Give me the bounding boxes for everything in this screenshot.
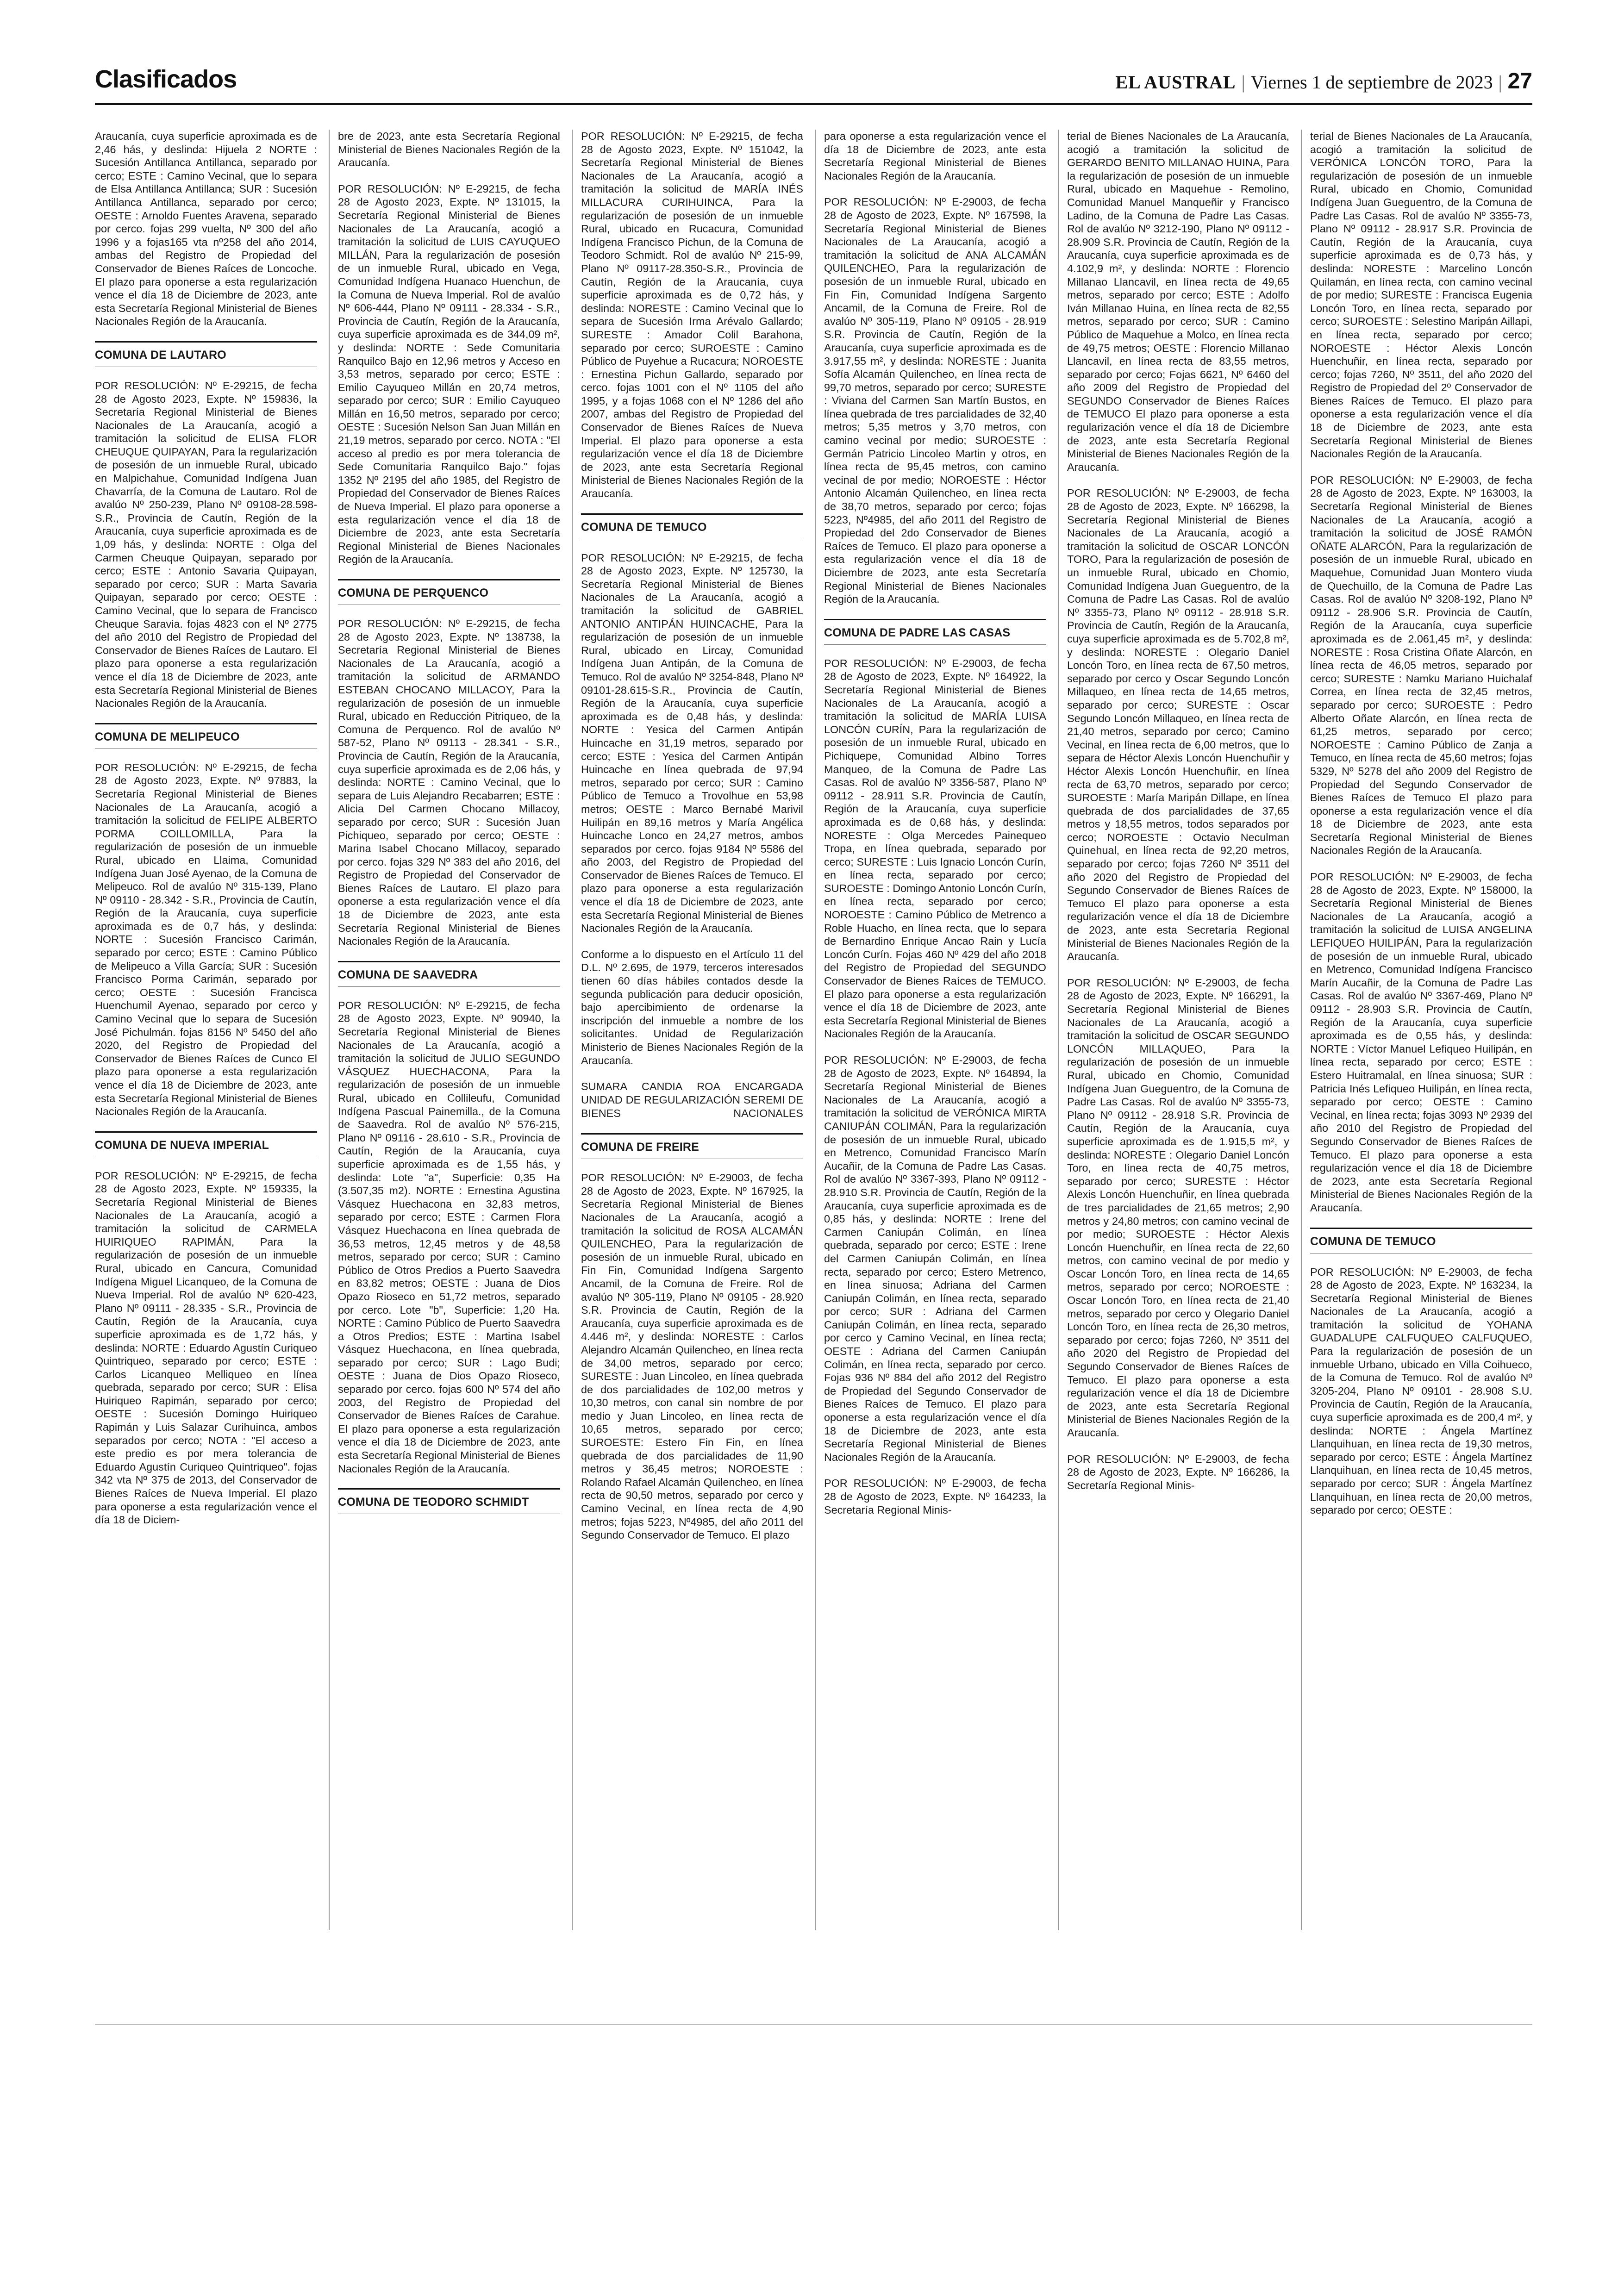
section-title: Clasificados [95, 65, 237, 93]
legal-notice: POR RESOLUCIÓN: Nº E-29215, de fecha 28 de Agosto 2023, Expte. Nº 159836, la Secretaría Regional Ministerial de Bienes Nacionales de La Araucanía, acogió a tramitación la solicitud de ELISA FLOR CHEUQUE QUIPAYAN, Para la regularización de posesión de un inmueble Rural, ubicado en Malpichahue, Comunidad Indígena Juan Chavarría, de la Comuna de Lautaro. Rol de avalúo Nº 250-239, Plano Nº 09108-28.598-S.R., Provincia de Cautín, Región de la Araucanía, cuya superficie aproximada es de 1,09 hás, y deslinda: NORTE : Olga del Carmen Cheuque Quipayan, separado por cerco; ESTE : Antonio Savaria Quipayan, separado por cerco; SUR : Marta Savaria Quipayan, separado por cerco; OESTE : Camino Vecinal, que lo separa de Francisco Cheuque Saravia. fojas 4823 con el Nº 2775 del año 2010 del Registro de Propiedad del Conservador de Bienes Raíces de Lautaro. El plazo para oponerse a esta regularización vence el día 18 de Diciembre de 2023, ante esta Secretaría Regional Ministerial de Bienes Nacionales Región de la Araucanía. [95, 379, 317, 710]
issue-date: Viernes 1 de septiembre de 2023 [1250, 72, 1493, 93]
classifieds-columns [95, 130, 1532, 1930]
legal-notice: Conforme a lo dispuesto en el Artículo 11 del D.L. Nº 2.695, de 1979, terceros interesados tienen 60 días hábiles contados desde la segunda publicación para deducir oposición, bajo apercibimiento de ordenarse la inscripción del inmueble a nombre de los solicitantes. Unidad de Regularización Ministerio de Bienes Nacionales Región de la Araucanía. [581, 948, 803, 1066]
column-2 [338, 130, 560, 1930]
legal-notice: POR RESOLUCIÓN: Nº E-29003, de fecha 28 de Agosto de 2023, Expte. Nº 164233, la Secretaría Regional Minis- [824, 1477, 1046, 1516]
legal-notice: POR RESOLUCIÓN: Nº E-29003, de fecha 28 de Agosto de 2023, Expte. Nº 163234, la Secretaría Regional Ministerial de Bienes Nacionales de La Araucanía, acogió a tramitación la solicitud de YOHANA GUADALUPE CALFUQUEO CALFUQUEO, Para la regularización de posesión de un inmueble Urbano, ubicado en Villa Coihueco, de la Comuna de Temuco. Rol de avalúo Nº 3205-204, Plano Nº 09101 - 28.908 S.U. Provincia de Cautín, Región de la Araucanía, cuya superficie aproximada es de 200,4 m², y deslinda: NORTE : Ángela Martínez Llanquihuan, en línea recta de 19,30 metros, separado por cerco; ESTE : Ángela Martínez Llanquihuan, en línea recta de 10,45 metros, separado por cerco; SUR : Ángela Martínez Llanquihuan, en línea recta de 20,00 metros, separado por cerco; OESTE : [1310, 1266, 1532, 1516]
comuna-heading: COMUNA DE FREIRE [581, 1133, 803, 1159]
legal-notice: bre de 2023, ante esta Secretaría Regional Ministerial de Bienes Nacionales Región de la Araucanía. [338, 130, 560, 169]
newspaper-name: EL AUSTRAL [1115, 72, 1236, 93]
legal-notice: POR RESOLUCIÓN: Nº E-29215, de fecha 28 de Agosto 2023, Expte. Nº 151042, la Secretaría Regional Ministerial de Bienes Nacionales de La Araucanía, acogió a tramitación la solicitud de MARÍA INÉS MILLACURA CURIHUINCA, Para la regularización de posesión de un inmueble Rural, ubicado en Rucacura, Comunidad Indígena Francisco Pichun, de la Comuna de Teodoro Schmidt. Rol de avalúo Nº 215-99, Plano Nº 09117-28.350-S.R., Provincia de Cautín, Región de la Araucanía, cuya superficie aproximada es de 0,72 hás, y deslinda: NORESTE : Camino Vecinal que lo separa de Sucesión Irma Arévalo Gallardo; SURESTE : Amador Colil Barahona, separado por cerco; SUROESTE : Camino Público de Puyehue a Rucacura; NOROESTE : Ernestina Pichun Gallardo, separado por cerco. fojas 1001 con el Nº 1105 del año 1995, y a fojas 1068 con el Nº 1286 del año 2007, ambas del Registro de Propiedad del Conservador de Bienes Raíces de Nueva Imperial. El plazo para oponerse a esta regularización vence el día 18 de Diciembre de 2023, ante esta Secretaría Regional Ministerial de Bienes Nacionales Región de la Araucanía. [581, 130, 803, 500]
page-number: 27 [1507, 69, 1532, 94]
comuna-heading: COMUNA DE TEMUCO [581, 513, 803, 539]
masthead-separator: | [1498, 72, 1502, 93]
column-6 [1310, 130, 1532, 1930]
column-divider [1301, 130, 1302, 1930]
legal-notice: POR RESOLUCIÓN: Nº E-29215, de fecha 28 de Agosto 2023, Expte. Nº 159335, la Secretaría Regional Ministerial de Bienes Nacionales de La Araucanía, acogió a tramitación la solicitud de CARMELA HUIRIQUEO RAPIMÁN, Para la regularización de posesión de un inmueble Rural, ubicado en Cancura, Comunidad Indígena Miguel Licanqueo, de la Comuna de Nueva Imperial. Rol de avalúo Nº 620-423, Plano Nº 09111 - 28.335 - S.R., Provincia de Cautín, Región de la Araucanía, cuya superficie aproximada es de 1,72 hás, y deslinda: NORTE : Eduardo Agustín Curiqueo Quintriqueo, separado por cerco; ESTE : Carlos Licanqueo Melliqueo en línea quebrada, separado por cerco; SUR : Elisa Huiriqueo Rapimán, separado por cerco; OESTE : Sucesión Domingo Huiriqueo Rapimán y Luis Salazar Curihuinca, ambos separados por cerco; NOTA : "El acceso a este predio es por mera tolerancia de Eduardo Agustín Curiqueo Quintriqueo". fojas 342 vta Nº 375 de 2013, del Conservador de Bienes Raíces de Nueva Imperial. El plazo para oponerse a esta regularización vence el día 18 de Diciem- [95, 1169, 317, 1526]
comuna-heading: COMUNA DE TEMUCO [1310, 1228, 1532, 1254]
legal-notice: POR RESOLUCIÓN: Nº E-29003, de fecha 28 de Agosto de 2023, Expte. Nº 167598, la Secretaría Regional Ministerial de Bienes Nacionales de La Araucanía, acogió a tramitación la solicitud de ANA ALCAMÁN QUILENCHEO, Para la regularización de posesión de un inmueble Rural, ubicado en Fin Fin, Comunidad Indígena Sargento Ancamil, de la Comuna de Freire. Rol de avalúo Nº 305-119, Plano Nº 09105 - 28.919 S.R. Provincia de Cautín, Región de la Araucanía, cuya superficie aproximada es de 3.917,55 m², y deslinda: NORESTE : Juanita Sofía Alcamán Quilencheo, en línea recta de 99,70 metros, separado por cerco; SURESTE : Viviana del Carmen San Martín Bustos, en línea quebrada de tres parcialidades de 32,40 metros; 5,35 metros y 3,70 metros, con camino vecinal por medio; SUROESTE : Germán Patricio Lincoleo Martin y otros, en línea recta de 95,45 metros, con camino vecinal de por medio; NOROESTE : Héctor Antonio Alcamán Quilencheo, en línea recta de 38,70 metros, separado por cerco; fojas 5223, Nº4985, del año 2011 del Registro de Propiedad del 2do Conservador de Bienes Raíces de Temuco. El plazo para oponerse a esta regularización vence el día 18 de Diciembre de 2023, ante esta Secretaría Regional Ministerial de Bienes Nacionales Región de la Araucanía. [824, 196, 1046, 605]
column-3 [581, 130, 803, 1930]
column-divider [329, 130, 330, 1930]
comuna-heading: COMUNA DE NUEVA IMPERIAL [95, 1131, 317, 1157]
legal-notice: POR RESOLUCIÓN: Nº E-29003, de fecha 28 de Agosto de 2023, Expte. Nº 166286, la Secretaría Regional Minis- [1067, 1453, 1289, 1491]
column-1 [95, 130, 317, 1930]
legal-notice: terial de Bienes Nacionales de La Araucanía, acogió a tramitación la solicitud de GERARDO BENITO MILLANAO HUINA, Para la regularización de posesión de un inmueble Rural, ubicado en Maquehue - Remolino, Comunidad Manuel Manqueñir y Francisco Ladino, de la Comuna de Padre Las Casas. Rol de avalúo Nº 3212-190, Plano Nº 09112 - 28.909 S.R. Provincia de Cautín, Región de la Araucanía, cuya superficie aproximada es de 4.102,9 m², y deslinda: NORTE : Florencio Millanao Llancavil, en línea recta de 49,65 metros, separado por cerco; ESTE : Adolfo Iván Millanao Huina, en línea recta de 82,55 metros, separado por cerco; SUR : Camino Público de Maquehue a Molco, en línea recta de 49,75 metros; OESTE : Florencio Millanao Llancavil, en línea recta de 83,55 metros, separado por cerco; Fojas 6621, Nº 6460 del año 2009 del Registro de Propiedad del SEGUNDO Conservador de Bienes Raíces de TEMUCO El plazo para oponerse a esta regularización vence el día 18 de Diciembre de 2023, ante esta Secretaría Regional Ministerial de Bienes Nacionales Región de la Araucanía. [1067, 130, 1289, 473]
footer-rule [95, 2024, 1532, 2025]
column-divider [815, 130, 816, 1930]
legal-notice: POR RESOLUCIÓN: Nº E-29003, de fecha 28 de Agosto de 2023, Expte. Nº 167925, la Secretaría Regional Ministerial de Bienes Nacionales de La Araucanía, acogió a tramitación la solicitud de ROSA ALCAMÁN QUILENCHEO, Para la regularización de posesión de un inmueble Rural, ubicado en Fin Fin, Comunidad Indígena Sargento Ancamil, de la Comuna de Freire. Rol de avalúo Nº 305-119, Plano Nº 09105 - 28.920 S.R. Provincia de Cautín, Región de la Araucanía, cuya superficie aproximada es de 4.446 m², y deslinda: NORESTE : Carlos Alejandro Alcamán Quilencheo, en línea recta de 34,00 metros, separado por cerco; SURESTE : Juan Lincoleo, en línea quebrada de dos parcialidades de 102,00 metros y 10,30 metros, con canal sin nombre de por medio y Juan Lincoleo, en línea recta de 10,65 metros, separado por cerco; SUROESTE: Estero Fin Fin, en línea quebrada de dos parcialidades de 11,90 metros y 36,45 metros; NOROESTE : Rolando Rafael Alcamán Quilencheo, en línea recta de 90,50 metros, separado por cerco y Camino Vecinal, en línea recta de 4,90 metros; fojas 5223, Nº4985, del año 2011 del Segundo Conservador de Temuco. El plazo [581, 1172, 803, 1541]
comuna-heading: COMUNA DE PERQUENCO [338, 579, 560, 605]
legal-notice: POR RESOLUCIÓN: Nº E-29215, de fecha 28 de Agosto 2023, Expte. Nº 97883, la Secretaría Regional Ministerial de Bienes Nacionales de La Araucanía, acogió a tramitación la solicitud de FELIPE ALBERTO PORMA COILLOMILLA, Para la regularización de posesión de un inmueble Rural, ubicado en Llaima, Comunidad Indígena Juan José Ayenao, de la Comuna de Melipeuco. Rol de avalúo Nº 315-139, Plano Nº 09110 - 28.342 - S.R., Provincia de Cautín, Región de la Araucanía, cuya superficie aproximada es de 0,7 hás, y deslinda: NORTE : Sucesión Francisco Carimán, separado por cerco; ESTE : Camino Público de Melipeuco a Villa García; SUR : Sucesión Francisco Porma Carimán, separado por cerco; OESTE : Sucesión Francisca Huenchumil Ayenao, separado por cerco y Camino Vecinal que lo separa de Sucesión José Pichulmán. fojas 8156 Nº 5450 del año 2020, del Registro de Propiedad del Conservador de Bienes Raíces de Cunco El plazo para oponerse a esta regularización vence el día 18 de Diciembre de 2023, ante esta Secretaría Regional Ministerial de Bienes Nacionales Región de la Araucanía. [95, 761, 317, 1118]
legal-notice: POR RESOLUCIÓN: Nº E-29215, de fecha 28 de Agosto 2023, Expte. Nº 131015, la Secretaría Regional Ministerial de Bienes Nacionales de La Araucanía, acogió a tramitación la solicitud de LUIS CAYUQUEO MILLÁN, Para la regularización de posesión de un inmueble Rural, ubicado en Vega, Comunidad Indígena Huanaco Huenchun, de la Comuna de Nueva Imperial. Rol de avalúo Nº 606-444, Plano Nº 09111 - 28.334 - S.R., Provincia de Cautín, Región de la Araucanía, cuya superficie aproximada es de 344,09 m², y deslinda: NORTE : Sede Comunitaria Ranquilco Bajo en 12,96 metros y Acceso en 3,53 metros, separado por cerco; ESTE : Emilio Cayuqueo Millán en 20,74 metros, separado por cerco; SUR : Emilio Cayuqueo Millán en 16,50 metros, separado por cerco; OESTE : Sucesión Nelson San Juan Millán en 21,19 metros, separado por cerco. NOTA : "El acceso al predio es por mera tolerancia de Sede Comunitaria Ranquilco Bajo." fojas 1352 Nº 2195 del año 1985, del Registro de Propiedad del Conservador de Bienes Raíces de Nueva Imperial. El plazo para oponerse a esta regularización vence el día 18 de Diciembre de 2023, ante esta Secretaría Regional Ministerial de Bienes Nacionales Región de la Araucanía. [338, 182, 560, 566]
column-divider [1058, 130, 1059, 1930]
legal-notice: POR RESOLUCIÓN: Nº E-29215, de fecha 28 de Agosto 2023, Expte. Nº 138738, la Secretaría Regional Ministerial de Bienes Nacionales de La Araucanía, acogió a tramitación la solicitud de ARMANDO ESTEBAN CHOCANO MILLACOY, Para la regularización de posesión de un inmueble Rural, ubicado en Reducción Pitriqueo, de la Comuna de Perquenco. Rol de avalúo Nº 587-52, Plano Nº 09113 - 28.341 - S.R., Provincia de Cautín, Región de la Araucanía, cuya superficie aproximada es de 2,06 hás, y deslinda: NORTE : Camino Vecinal, que lo separa de Luis Alejandro Recabarren; ESTE : Alicia Del Carmen Chocano Millacoy, separado por cerco; SUR : Sucesión Juan Pichiqueo, separado por cerco; OESTE : Marina Isabel Chocano Millacoy, separado por cerco. fojas 329 Nº 383 del año 2016, del Registro de Propiedad del Conservador de Bienes Raíces de Lautaro. El plazo para oponerse a esta regularización vence el día 18 de Diciembre de 2023, ante esta Secretaría Regional Ministerial de Bienes Nacionales Región de la Araucanía. [338, 617, 560, 948]
legal-notice: POR RESOLUCIÓN: Nº E-29003, de fecha 28 de Agosto de 2023, Expte. Nº 158000, la Secretaría Regional Ministerial de Bienes Nacionales de La Araucanía, acogió a tramitación la solicitud de LUISA ANGELINA LEFIQUEO HUILIPÁN, Para la regularización de posesión de un inmueble Rural, ubicado en Metrenco, Comunidad Indígena Francisco Marín Aucañir, de la Comuna de Padre Las Casas. Rol de avalúo Nº 3367-469, Plano Nº 09112 - 28.903 S.R. Provincia de Cautín, Región de la Araucanía, cuya superficie aproximada es de 0,55 hás, y deslinda: NORTE : Víctor Manuel Lefiqueo Huilipán, en línea recta, separado por cerco; ESTE : Estero Huitramalal, en línea sinuosa; SUR : Patricia Inés Lefiqueo Huilipán, en línea recta, separado por cerco; OESTE : Camino Vecinal, en línea recta; fojas 3093 Nº 2939 del año 2010 del Registro de Propiedad del Segundo Conservador de Bienes Raíces de Temuco. El plazo para oponerse a esta regularización vence el día 18 de Diciembre de 2023, ante esta Secretaría Regional Ministerial de Bienes Nacionales Región de la Araucanía. [1310, 871, 1532, 1214]
legal-notice: POR RESOLUCIÓN: Nº E-29003, de fecha 28 de Agosto de 2023, Expte. Nº 163003, la Secretaría Regional Ministerial de Bienes Nacionales de La Araucanía, acogió a tramitación la solicitud de JOSÉ RAMÓN OÑATE ALARCÓN, Para la regularización de posesión de un inmueble Rural, ubicado en Maquehue, Comunidad Juan Montero viuda de Quechuillo, de la Comuna de Padre Las Casas. Rol de avalúo Nº 3208-192, Plano Nº 09112 - 28.906 S.R. Provincia de Cautín, Región de la Araucanía, cuya superficie aproximada es de 2.061,45 m², y deslinda: NORESTE : Rosa Cristina Oñate Alarcón, en línea recta de 46,05 metros, separado por cerco; SURESTE : Namku Mariano Huichalaf Correa, en línea recta de 32,45 metros, separado por cerco; SUROESTE : Pedro Alberto Oñate Alarcón, en línea recta de 61,25 metros, separado por cerco; NOROESTE : Camino Público de Zanja a Temuco, en línea recta de 45,60 metros; fojas 5329, Nº 5278 del año 2009 del Registro de Propiedad del Segundo Conservador de Bienes Raíces de Temuco El plazo para oponerse a esta regularización vence el día 18 de Diciembre de 2023, ante esta Secretaría Regional Ministerial de Bienes Nacionales Región de la Araucanía. [1310, 474, 1532, 857]
legal-notice: Araucanía, cuya superficie aproximada es de 2,46 hás, y deslinda: Hijuela 2 NORTE : Sucesión Antillanca Antillanca, separado por cerco; ESTE : Camino Vecinal, que lo separa de Elsa Antillanca Antillanca; SUR : Sucesión Antillanca Antillanca, separado por cerco; OESTE : Arnoldo Fuentes Aravena, separado por cerco. fojas 299 vuelta, Nº 300 del año 1996 y a fojas165 vta nº258 del año 2014, ambas del Registro de Propiedad del Conservador de Bienes Raíces de Loncoche. El plazo para oponerse a esta regularización vence el día 18 de Diciembre de 2023, ante esta Secretaría Regional Ministerial de Bienes Nacionales Región de la Araucanía. [95, 130, 317, 328]
masthead-separator: | [1241, 72, 1245, 93]
legal-notice: para oponerse a esta regularización vence el día 18 de Diciembre de 2023, ante esta Secretaría Regional Ministerial de Bienes Nacionales Región de la Araucanía. [824, 130, 1046, 182]
comuna-heading: COMUNA DE MELIPEUCO [95, 723, 317, 749]
legal-notice: POR RESOLUCIÓN: Nº E-29003, de fecha 28 de Agosto de 2023, Expte. Nº 164922, la Secretaría Regional Ministerial de Bienes Nacionales de La Araucanía, acogió a tramitación la solicitud de MARÍA LUISA LONCÓN CURÍN, Para la regularización de posesión de un inmueble Rural, ubicado en Pichiquepe, Comunidad Albino Torres Manqueo, de la Comuna de Padre Las Casas. Rol de avalúo Nº 3356-587, Plano Nº 09112 - 28.911 S.R. Provincia de Cautín, Región de la Araucanía, cuya superficie aproximada es de 0,68 hás, y deslinda: NORESTE : Olga Mercedes Painequeo Tropa, en línea quebrada, separado por cerco; SURESTE : Luis Ignacio Loncón Curín, en línea recta, separado por cerco; SUROESTE : Domingo Antonio Loncón Curín, en línea recta, separado por cerco; NOROESTE : Camino Público de Metrenco a Roble Huacho, en línea recta, que lo separa de Bernardino Enrique Ancao Rain y Lucía Loncón Curín. Fojas 460 Nº 429 del año 2018 del Registro de Propiedad del SEGUNDO Conservador de Bienes Raíces de TEMUCO. El plazo para oponerse a esta regularización vence el día 18 de Diciembre de 2023, ante esta Secretaría Regional Ministerial de Bienes Nacionales Región de la Araucanía. [824, 657, 1046, 1040]
column-divider [572, 130, 573, 1930]
legal-notice: POR RESOLUCIÓN: Nº E-29003, de fecha 28 de Agosto de 2023, Expte. Nº 164894, la Secretaría Regional Ministerial de Bienes Nacionales de La Araucanía, acogió a tramitación la solicitud de VERÓNICA MIRTA CANIUPÁN COLIMÁN, Para la regularización de posesión de un inmueble Rural, ubicado en Metrenco, Comunidad Francisco Marín Aucañir, de la Comuna de Padre Las Casas. Rol de avalúo Nº 3367-393, Plano Nº 09112 - 28.910 S.R. Provincia de Cautín, Región de la Araucanía, cuya superficie aproximada es de 0,85 hás, y deslinda: NORTE : Irene del Carmen Caniupán Colimán, en línea quebrada, separado por cerco; ESTE : Irene del Carmen Caniupán Colimán, en línea recta, separado por cerco; Estero Metrenco, en línea sinuosa; Adriana del Carmen Caniupán Colimán, en línea recta, separado por cerco; SUR : Adriana del Carmen Caniupán Colimán, en línea recta, separado por cerco y Camino Vecinal, en línea recta; OESTE : Adriana del Carmen Caniupán Colimán, en línea recta, separado por cerco. Fojas 936 Nº 884 del año 2012 del Registro de Propiedad del Segundo Conservador de Bienes Raíces de Temuco. El plazo para oponerse a esta regularización vence el día 18 de Diciembre de 2023, ante esta Secretaría Regional Ministerial de Bienes Nacionales Región de la Araucanía. [824, 1054, 1046, 1463]
legal-notice: POR RESOLUCIÓN: Nº E-29003, de fecha 28 de Agosto de 2023, Expte. Nº 166291, la Secretaría Regional Ministerial de Bienes Nacionales de La Araucanía, acogió a tramitación la solicitud de OSCAR SEGUNDO LONCÓN MILLAQUEO, Para la regularización de posesión de un inmueble Rural, ubicado en Chomio, Comunidad Indígena Juan Gueguentro, de la Comuna de Padre Las Casas. Rol de avalúo Nº 3355-73, Plano Nº 09112 - 28.918 S.R. Provincia de Cautín, Región de la Araucanía, cuya superficie aproximada es de 1.915,5 m², y deslinda: NORESTE : Olegario Daniel Loncón Toro, en línea recta de 40,75 metros, separado por cerco; SURESTE : Héctor Alexis Loncón Huenchuñir, en línea quebrada de tres parcialidades de 21,65 metros; 2,90 metros y 24,80 metros; con camino vecinal de por medio; SUROESTE : Héctor Alexis Loncón Huenchuñir, en línea recta de 22,60 metros, con camino vecinal de por medio y Oscar Loncón Toro, en línea recta de 14,65 metros, separado por cerco; NOROESTE : Oscar Loncón Toro, en línea recta de 21,40 metros, separado por cerco y Olegario Daniel Loncón Toro, en línea recta de 26,30 metros, separado por cerco; fojas 7260, Nº 3511 del año 2020 del Registro de Propiedad del Segundo Conservador de Bienes Raíces de Temuco. El plazo para oponerse a esta regularización vence el día 18 de Diciembre de 2023, ante esta Secretaría Regional Ministerial de Bienes Nacionales Región de la Araucanía. [1067, 976, 1289, 1439]
signature-block: SUMARA CANDIA ROA ENCARGADA UNIDAD DE REGULARIZACIÓN SEREMI DE BIENES NACIONALES [581, 1080, 803, 1120]
comuna-heading: COMUNA DE PADRE LAS CASAS [824, 619, 1046, 645]
legal-notice: POR RESOLUCIÓN: Nº E-29215, de fecha 28 de Agosto 2023, Expte. Nº 125730, la Secretaría Regional Ministerial de Bienes Nacionales de La Araucanía, acogió a tramitación la solicitud de GABRIEL ANTONIO ANTIPÁN HUINCACHE, Para la regularización de posesión de un inmueble Rural, ubicado en Lircay, Comunidad Indígena Juan Antipán, de la Comuna de Temuco. Rol de avalúo Nº 3254-848, Plano Nº 09101-28.615-S.R., Provincia de Cautín, Región de la Araucanía, cuya superficie aproximada es de 0,48 hás, y deslinda: NORTE : Yesica del Carmen Antipán Huincache en 31,19 metros, separado por cerco; ESTE : Yesica del Carmen Antipán Huincache en línea quebrada de 97,94 metros, separado por cerco; SUR : Camino Público de Temuco a Trovolhue en 53,98 metros; OESTE : Marco Bernabé Marivil Huilipán en 89,16 metros y María Angélica Huincache Lonco en 24,27 metros, ambos separados por cerco. fojas 9184 Nº 5586 del año 2003, del Registro de Propiedad del Conservador de Bienes Raíces de Temuco. El plazo para oponerse a esta regularización vence el día 18 de Diciembre de 2023, ante esta Secretaría Regional Ministerial de Bienes Nacionales Región de la Araucanía. [581, 551, 803, 935]
header-rule [95, 103, 1532, 105]
masthead [1115, 69, 1532, 94]
comuna-heading: COMUNA DE TEODORO SCHMIDT [338, 1488, 560, 1514]
column-5 [1067, 130, 1289, 1930]
legal-notice: POR RESOLUCIÓN: Nº E-29215, de fecha 28 de Agosto 2023, Expte. Nº 90940, la Secretaría Regional Ministerial de Bienes Nacionales de La Araucanía, acogió a tramitación la solicitud de JULIO SEGUNDO VÁSQUEZ HUECHACONA, Para la regularización de posesión de un inmueble Rural, ubicado en Collileufu, Comunidad Indígena Pascual Painemilla., de la Comuna de Saavedra. Rol de avalúo Nº 576-215, Plano Nº 09116 - 28.610 - S.R., Provincia de Cautín, Región de la Araucanía, cuya superficie aproximada es de 1,55 hás, y deslinda: Lote "a", Superficie: 0,35 Ha (3.507,35 m2). NORTE : Ernestina Agustina Vásquez Huechacona en 32,83 metros, separado por cerco; ESTE : Carmen Flora Vásquez Huechacona en línea quebrada de 36,53 metros, 12,45 metros y de 48,58 metros, separado por cerco; SUR : Camino Público de Otros Predios a Puerto Saavedra en 83,82 metros; OESTE : Juana de Dios Opazo Rioseco en 51,72 metros, separado por cerco. Lote "b", Superficie: 1,20 Ha. NORTE : Camino Público de Puerto Saavedra a Otros Predios; ESTE : Martina Isabel Vásquez Huechacona, en línea quebrada, separado por cerco; SUR : Lago Budi; OESTE : Juana de Dios Opazo Rioseco, separado por cerco. fojas 600 Nº 574 del año 2003, del Registro de Propiedad del Conservador de Bienes Raíces de Carahue. El plazo para oponerse a esta regularización vence el día 18 de Diciembre de 2023, ante esta Secretaría Regional Ministerial de Bienes Nacionales Región de la Araucanía. [338, 999, 560, 1475]
legal-notice: terial de Bienes Nacionales de La Araucanía, acogió a tramitación la solicitud de VERÓNICA LONCÓN TORO, Para la regularización de posesión de un inmueble Rural, ubicado en Chomio, Comunidad Indígena Juan Gueguentro, de la Comuna de Padre Las Casas. Rol de avalúo Nº 3355-73, Plano Nº 09112 - 28.917 S.R. Provincia de Cautín, Región de la Araucanía, cuya superficie aproximada es de 0,73 hás, y deslinda: NORESTE : Marcelino Loncón Quilamán, en línea recta, con camino vecinal de por medio; SURESTE : Francisca Eugenia Loncón Toro, en línea recta, separado por cerco; SUROESTE : Selestino Maripán Aillapi, en línea recta, separado por cerco; NOROESTE : Héctor Alexis Loncón Huenchuñir, en línea recta, separado por cerco; fojas 7260, Nº 3511, del año 2020 del Registro de Propiedad del 2º Conservador de Bienes Raíces de Temuco. El plazo para oponerse a esta regularización vence el día 18 de Diciembre de 2023, ante esta Secretaría Regional Ministerial de Bienes Nacionales Región de la Araucanía. [1310, 130, 1532, 460]
page-header [95, 65, 1532, 102]
legal-notice: POR RESOLUCIÓN: Nº E-29003, de fecha 28 de Agosto de 2023, Expte. Nº 166298, la Secretaría Regional Ministerial de Bienes Nacionales de La Araucanía, acogió a tramitación la solicitud de OSCAR LONCÓN TORO, Para la regularización de posesión de un inmueble Rural, ubicado en Chomio, Comunidad Indígena Juan Gueguentro, de la Comuna de Padre Las Casas. Rol de avalúo Nº 3355-73, Plano Nº 09112 - 28.918 S.R. Provincia de Cautín, Región de la Araucanía, cuya superficie aproximada es de 5.702,8 m², y deslinda: NORESTE : Olegario Daniel Loncón Toro, en línea recta de 67,50 metros, separado por cerco y Oscar Segundo Loncón Millaqueo, en línea recta de 14,65 metros, separado por cerco; SURESTE : Oscar Segundo Loncón Millaqueo, en línea recta de 21,40 metros, separado por cerco; Camino Vecinal, en línea recta de 6,00 metros, que lo separa de Héctor Alexis Loncón Huenchuñir y Héctor Alexis Loncón Huenchuñir, en línea recta de 63,70 metros, separado por cerco; SUROESTE : María Maripán Dillape, en línea quebrada de dos parcialidades de 37,65 metros y 18,55 metros, todos separados por cerco; NOROESTE : Octavio Neculman Quinehual, en línea recta de 92,20 metros, separado por cerco; fojas 7260 Nº 3511 del año 2020 del Registro de Propiedad del Segundo Conservador de Bienes Raíces de Temuco El plazo para oponerse a esta regularización vence el día 18 de Diciembre de 2023, ante esta Secretaría Regional Ministerial de Bienes Nacionales Región de la Araucanía. [1067, 487, 1289, 963]
column-4 [824, 130, 1046, 1930]
comuna-heading: COMUNA DE LAUTARO [95, 341, 317, 367]
comuna-heading: COMUNA DE SAAVEDRA [338, 961, 560, 987]
